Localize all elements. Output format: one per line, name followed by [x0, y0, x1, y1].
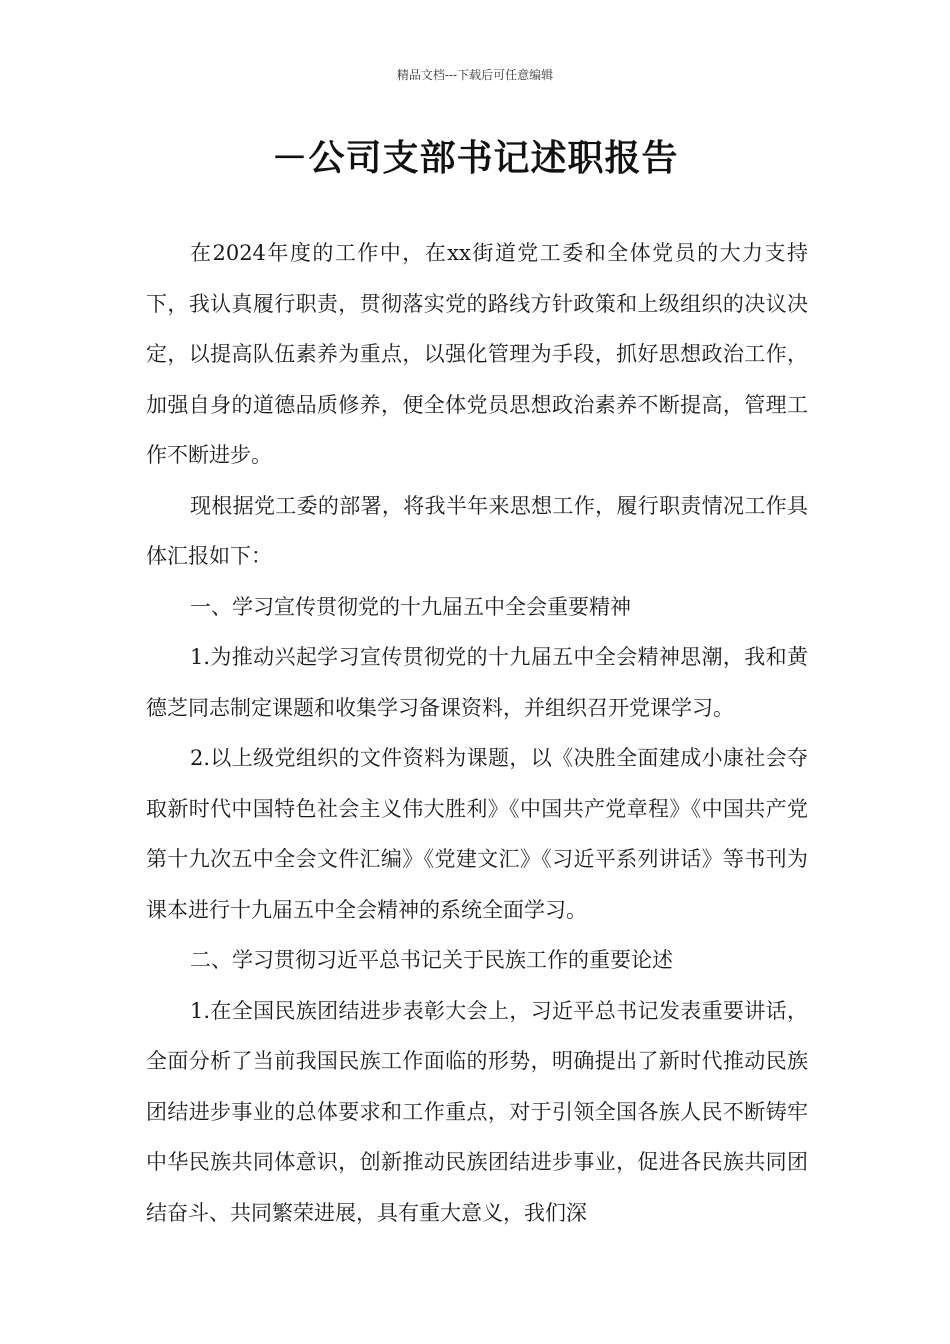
section-heading-1: 一、学习宣传贯彻党的十九届五中全会重要精神 [190, 594, 631, 619]
document-body [146, 228, 808, 1238]
paragraph-1-1: 1.为推动兴起学习宣传贯彻党的十九届五中全会精神思潮，我和黄德芝同志制定课题和收集学习备课资料，并组织召开党课学习。 [146, 645, 808, 720]
document-title: －公司支部书记述职报告 [271, 138, 679, 179]
paragraph-2-1: 1.在全国民族团结进步表彰大会上，习近平总书记发表重要讲话，全面分析了当前我国民族工作面临的形势，明确提出了新时代推动民族团结进步事业的总体要求和工作重点，对于引领全国各族人民不断铸牢中华民族共同体意识，创新推动民族团结进步事业，促进各民族共同团结奋斗、共同繁荣进展，具有重大意义，我们深 [146, 998, 808, 1225]
paragraph-1-2: 2.以上级党组织的文件资料为课题，以《决胜全面建成小康社会夺取新时代中国特色社会主义伟大胜利》《中国共产党章程》《中国共产党第十九次五中全会文件汇编》《党建文汇》《习近平系列讲话》等书刊为课本进行十九届五中全会精神的系统全面学习。 [146, 746, 808, 922]
paragraph-intro: 在2024年度的工作中，在xx街道党工委和全体党员的大力支持下，我认真履行职责，贯彻落实党的路线方针政策和上级组织的决议决定，以提高队伍素养为重点，以强化管理为手段，抓好思想政治工作，加强自身的道德品质修养，便全体党员思想政治素养不断提高，管理工作不断进步。 [146, 241, 808, 467]
header-note: 精品文档---下载后可任意编辑 [396, 68, 554, 82]
section-heading-2: 二、学习贯彻习近平总书记关于民族工作的重要论述 [190, 948, 673, 972]
paragraph-report-lead: 现根据党工委的部署，将我半年来思想工作，履行职责情况工作具体汇报如下： [146, 493, 808, 568]
